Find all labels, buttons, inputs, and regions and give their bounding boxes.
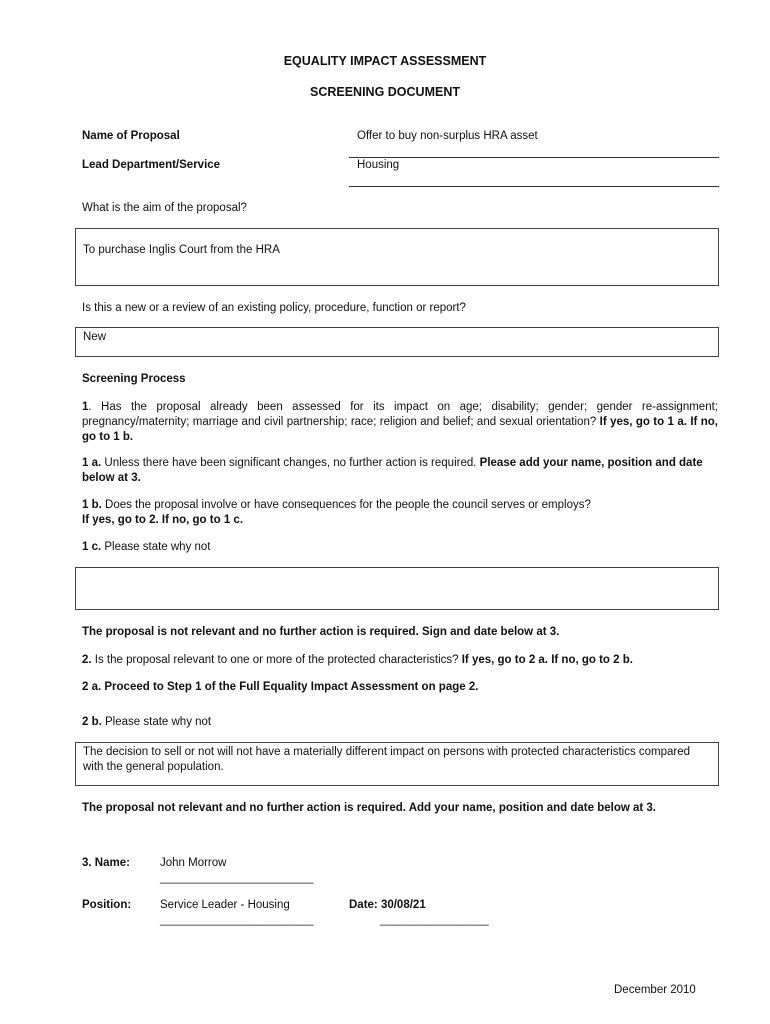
footer-date: December 2010 <box>614 984 696 996</box>
question-1-instruction: If yes, go to 1 a. If no, go to 1 b. <box>82 416 718 443</box>
question-1a <box>82 456 718 486</box>
question-1b-text: Does the proposal involve or have consequences for the people the council serves or employs? <box>105 499 591 511</box>
name-of-proposal-label: Name of Proposal <box>82 130 180 142</box>
question-2 <box>82 654 718 666</box>
question-1b <box>82 498 718 528</box>
signoff-date: Date: 30/08/21 <box>349 899 426 911</box>
not-relevant-statement-1 <box>82 626 559 638</box>
proposal-divider <box>349 157 719 158</box>
not-relevant-1-tail: . Sign and date below at 3. <box>415 626 560 638</box>
document-subtitle: SCREENING DOCUMENT <box>309 85 460 99</box>
question-1b-instruction: If yes, go to 2. If no, go to 1 c. <box>82 514 244 526</box>
lead-department-value: Housing <box>357 159 400 171</box>
type-question: Is this a new or a review of an existing policy, procedure, function or report? <box>82 302 466 314</box>
not-relevant-2-tail: . Add your name, position and date below at 3. <box>402 802 657 814</box>
question-2b-answer: The decision to sell or not will not have a materially different impact on persons with protected characteristics compared with the general population. <box>83 746 691 773</box>
document-title: EQUALITY IMPACT ASSESSMENT <box>283 54 487 68</box>
question-2-instruction: If yes, go to 2 a. If no, go to 2 b. <box>461 654 633 666</box>
question-1c-text: Please state why not <box>104 541 211 553</box>
signoff-name-value: John Morrow <box>160 857 227 869</box>
question-1 <box>82 400 718 445</box>
not-relevant-statement-2 <box>82 801 718 816</box>
signoff-position-label: Position: <box>82 899 132 911</box>
lead-department-label: Lead Department/Service <box>82 159 221 171</box>
question-1c-number: 1 c. <box>82 541 102 553</box>
question-1a-instruction: Please add your name, position and date below at 3. <box>82 457 703 484</box>
question-1b-number: 1 b. <box>82 499 102 511</box>
question-1c-answer-box <box>75 567 719 610</box>
question-1a-number: 1 a. <box>82 457 102 469</box>
question-1-number: 1 <box>82 401 89 413</box>
question-2b-answer-box <box>75 742 719 786</box>
question-1a-text: Unless there have been significant changes, no further action is required. <box>104 457 477 469</box>
question-1c <box>82 540 211 555</box>
signoff-position-value: Service Leader - Housing <box>160 899 290 911</box>
type-answer: New <box>83 331 107 343</box>
aim-answer: To purchase Inglis Court from the HRA <box>83 244 280 256</box>
type-answer-box <box>75 327 719 357</box>
aim-question: What is the aim of the proposal? <box>82 202 247 214</box>
question-2a: 2 a. Proceed to Step 1 of the Full Equality Impact Assessment on page 2. <box>82 681 479 693</box>
signoff-date-line: _________________ <box>380 914 489 926</box>
question-2-number: 2. <box>82 654 92 666</box>
not-relevant-2-bold: The proposal not relevant and no further action is required <box>82 802 403 814</box>
question-2-text: Is the proposal relevant to one or more of the protected characteristics? <box>94 654 459 666</box>
screening-heading: Screening Process <box>82 373 186 385</box>
signoff-name-label: 3. Name: <box>82 857 130 869</box>
question-2b <box>82 716 211 728</box>
signoff-position-line: ________________________ <box>160 914 314 926</box>
not-relevant-1-bold: The proposal is not relevant and no further action is required <box>82 626 416 638</box>
department-divider <box>349 186 719 187</box>
question-2b-number: 2 b. <box>82 716 102 728</box>
question-2b-text: Please state why not <box>105 716 212 728</box>
aim-answer-box <box>75 228 719 286</box>
question-1-text: . Has the proposal already been assessed for its impact on age; disability; gender; gender re-assignment; pregnancy/maternity; marriage and civil partnership; race; religion and belief; and sexual orientation? <box>82 401 718 428</box>
signoff-name-line: ________________________ <box>160 872 314 884</box>
name-of-proposal-value: Offer to buy non-surplus HRA asset <box>357 130 538 142</box>
